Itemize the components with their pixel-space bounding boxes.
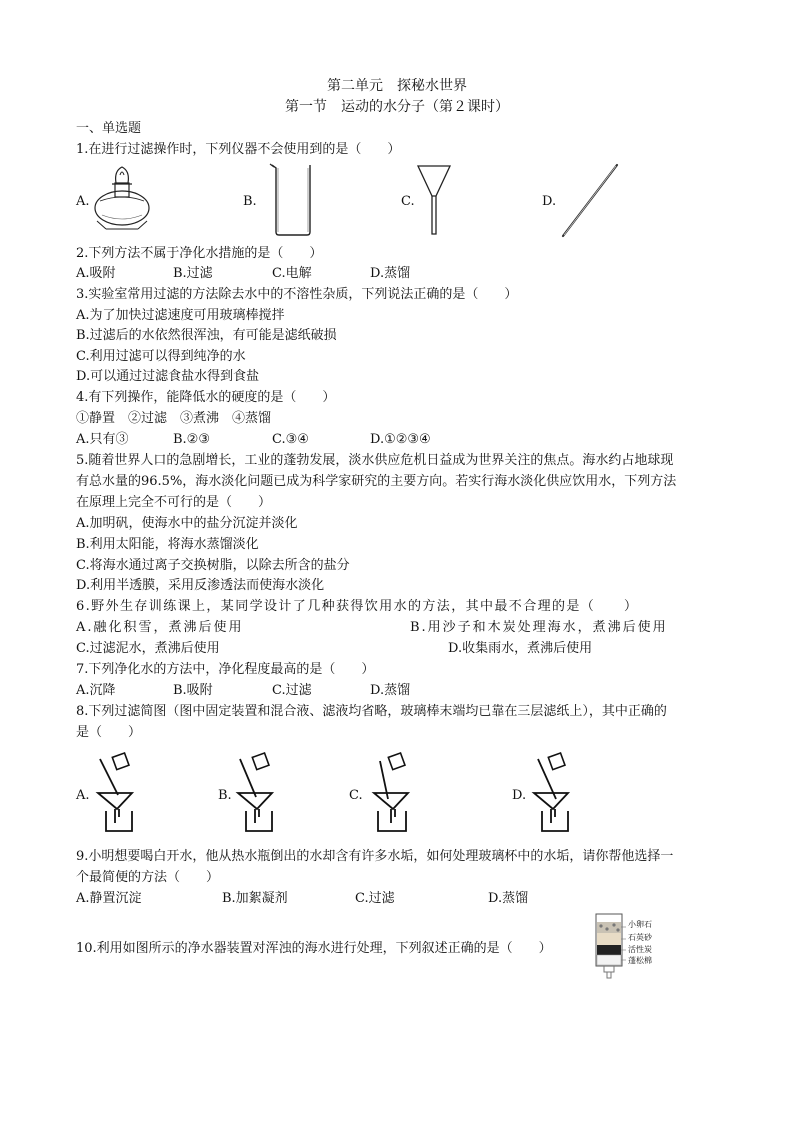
q1-option-d-label: D. [542, 194, 557, 209]
q4-option-b: B.②③ [173, 432, 210, 447]
q6-option-b: B.用沙子和木炭处理海水，煮沸后使用 [410, 620, 668, 635]
beaker-icon [268, 162, 318, 237]
q5-option-c: C.将海水通过离子交换树脂，以除去所含的盐分 [76, 558, 350, 573]
q1-option-b-label: B. [243, 194, 257, 209]
q3-option-b: B.过滤后的水依然很浑浊，有可能是滤纸破损 [76, 328, 337, 343]
q2-option-d: D.蒸馏 [370, 266, 411, 281]
page-subtitle: 第一节 运动的水分子（第２课时） [285, 99, 509, 115]
section-heading: 一、单选题 [76, 121, 142, 136]
q8-option-d-label: D. [512, 788, 527, 803]
q3-option-c: C.利用过滤可以得到纯净的水 [76, 349, 246, 364]
q5-option-b: B.利用太阳能，将海水蒸馏淡化 [76, 537, 259, 552]
q2-stem: 2.下列方法不属于净化水措施的是（ ） [76, 246, 323, 261]
q6-option-d: D.收集雨水，煮沸后使用 [448, 641, 593, 656]
q3-option-a: A.为了加快过滤速度可用玻璃棒搅拌 [76, 308, 285, 323]
q9-option-c: C.过滤 [355, 891, 395, 906]
q5-stem-line-2: 有总水量的96.5%，海水淡化问题已成为科学家研究的主要方向。若实行海水淡化供应饮用水，下列方法 [76, 474, 677, 489]
q9-option-a: A.静置沉淀 [76, 891, 142, 906]
q2-option-a: A.吸附 [76, 266, 116, 281]
filtration-setup-a-icon [92, 751, 142, 833]
funnel-icon [416, 162, 452, 237]
purifier-layer-1-label: 小卵石 [628, 920, 652, 929]
q7-option-c: C.过滤 [272, 683, 312, 698]
q10-stem: 10.利用如图所示的净水器装置对浑浊的海水进行处理，下列叙述正确的是（ ） [76, 941, 552, 956]
q7-option-d: D.蒸馏 [370, 683, 411, 698]
filtration-setup-d-icon [528, 751, 578, 833]
purifier-layer-3-label: 活性炭 [628, 945, 652, 954]
q8-option-c-label: C. [349, 788, 363, 803]
q7-option-b: B.吸附 [173, 683, 213, 698]
q1-stem: 1.在进行过滤操作时，下列仪器不会使用到的是（ ） [76, 142, 401, 157]
q9-option-d: D.蒸馏 [488, 891, 529, 906]
glass-rod-icon [560, 163, 620, 239]
q4-option-c: C.③④ [272, 432, 309, 447]
alcohol-lamp-icon [92, 163, 152, 233]
q1-option-c-label: C. [401, 194, 415, 209]
purifier-layer-4-label: 蓬松棉 [628, 956, 652, 965]
q2-option-b: B.过滤 [173, 266, 213, 281]
q5-option-d: D.利用半透膜，采用反渗透法而使海水淡化 [76, 578, 325, 593]
q5-stem-line-3: 在原理上完全不可行的是（ ） [76, 495, 272, 510]
q9-stem-line-1: 9.小明想要喝白开水，他从热水瓶倒出的水却含有许多水垢，如何处理玻璃杯中的水垢，请你帮他选择一 [76, 849, 674, 864]
q9-option-b: B.加絮凝剂 [222, 891, 288, 906]
q6-stem: 6.野外生存训练课上，某同学设计了几种获得饮用水的方法，其中最不合理的是（ ） [76, 599, 639, 614]
purifier-layer-2-label: 石英砂 [628, 933, 652, 942]
q9-stem-line-2: 个最简便的方法（ ） [76, 870, 220, 885]
q5-option-a: A.加明矾，使海水中的盐分沉淀并淡化 [76, 516, 298, 531]
q7-option-a: A.沉降 [76, 683, 116, 698]
q3-stem: 3.实验室常用过滤的方法除去水中的不溶性杂质，下列说法正确的是（ ） [76, 287, 518, 302]
q4-option-d: D.①②③④ [370, 432, 431, 447]
q8-stem-line-2: 是（ ） [76, 725, 142, 740]
q4-option-a: A.只有③ [76, 432, 129, 447]
q3-option-d: D.可以通过过滤食盐水得到食盐 [76, 369, 260, 384]
q4-items: ①静置 ②过滤 ③煮沸 ④蒸馏 [76, 411, 272, 426]
filtration-setup-b-icon [232, 751, 282, 833]
filtration-setup-c-icon [368, 751, 418, 833]
q6-option-a: A.融化积雪，煮沸后使用 [76, 620, 244, 635]
q8-option-b-label: B. [218, 788, 232, 803]
q8-stem-line-1: 8.下列过滤简图（图中固定装置和混合液、滤液均省略，玻璃棒末端均已靠在三层滤纸上），其中正确的 [76, 704, 667, 719]
q8-option-a-label: A. [76, 788, 90, 803]
q4-stem: 4.有下列操作，能降低水的硬度的是（ ） [76, 390, 336, 405]
q2-option-c: C.电解 [272, 266, 312, 281]
q5-stem-line-1: 5.随着世界人口的急剧增长，工业的蓬勃发展，淡水供应危机日益成为世界关注的焦点。海水约占地球现 [76, 453, 674, 468]
page-title: 第二单元 探秘水世界 [327, 78, 467, 94]
q6-option-c: C.过滤泥水，煮沸后使用 [76, 641, 220, 656]
q7-stem: 7.下列净化水的方法中，净化程度最高的是（ ） [76, 662, 375, 677]
q1-option-a-label: A. [76, 194, 90, 209]
